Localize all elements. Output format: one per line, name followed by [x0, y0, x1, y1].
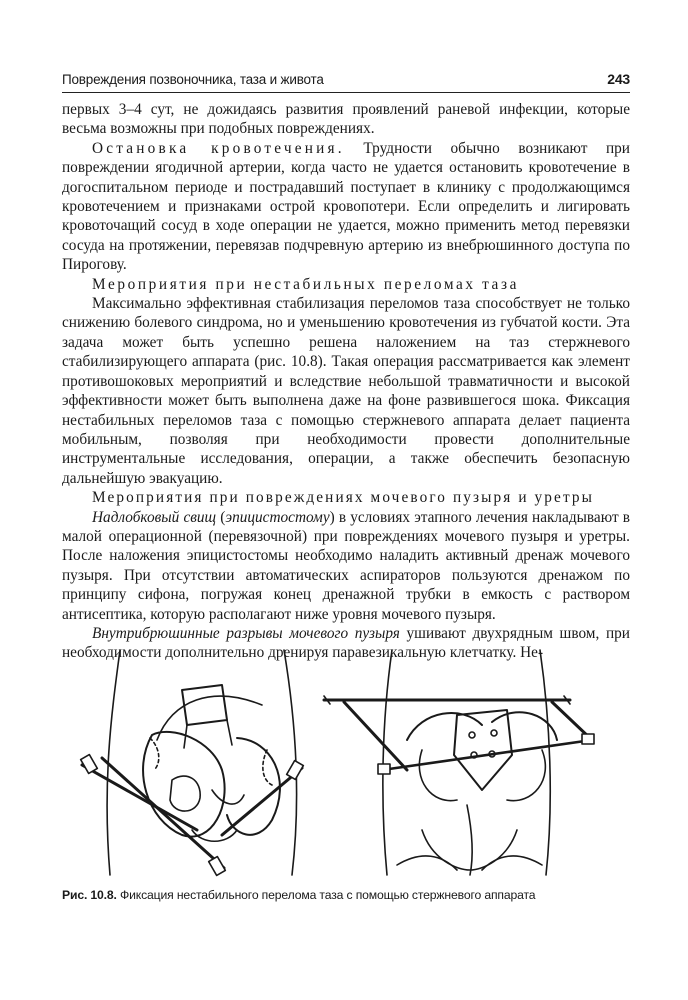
page-number: 243: [607, 71, 630, 87]
paragraph-epicystostomy: [62, 508, 630, 624]
paragraph-bleeding-text: Трудности обычно возникают при повреждении ягодичной артерии, когда часто не удается остановить кровотечение в догоспитальном периоде и пострадавший поступает в клинику с продолжающимся кровотечением и признаками острой кровопотери. Если определить и лигировать кровоточащий сосуд в ходе операции не удается, можно применить метод перевязки сосуда на протяжении, перевязав подчревную артерию из внебрюшинного доступа по Пирогову.: [62, 139, 630, 274]
paragraph-stabilization: Максимально эффективная стабилизация переломов таза способствует не только снижению болевого синдрома, но и уменьшению кровотечения из губчатой кости. Эта задача может быть успешно решена наложением на таз стержневого стабилизирующего аппарата (рис. 10.8). Такая операция рассматривается как элемент противошоковых мероприятий и вследствие небольшой травматичности и высокой эффективности может быть выполнена даже на фоне развившегося шока. Фиксация нестабильных переломов таза с помощью стержневого аппарата делает пациента мобильным, позволяя при необходимости провести дополнительные инструментальные исследования, операции, а также обеспечить безопасную дальнейшую эвакуацию.: [62, 295, 630, 487]
subheading-unstable-fractures: Мероприятия при нестабильных переломах таза: [92, 275, 519, 293]
term-intraperitoneal-rupture: Внутрибрюшинные разрывы мочевого пузыря: [92, 624, 400, 642]
caption-label: Рис. 10.8.: [62, 888, 117, 902]
anterior-view-drawing: [81, 650, 304, 875]
subheading-bladder-urethra: Мероприятия при повреждениях мочевого пузыря и уретры: [92, 489, 595, 507]
paragraph-bleeding-control: [62, 139, 630, 275]
figure-caption: [62, 888, 630, 902]
term-suprapubic-fistula: Надлобковый свищ: [92, 508, 217, 526]
figure-10-8: [62, 630, 630, 880]
pelvis-fixator-illustration: [62, 630, 630, 880]
running-head-title: Повреждения позвоночника, таза и живота: [62, 72, 324, 87]
paragraph-bladder-rupture-text: ушивают двухрядным швом, при необходимости дополнительно дренируя паравезикальную клетчатку. Не-: [62, 624, 630, 662]
run-in-heading-bleeding: Остановка кровотечения.: [92, 139, 345, 157]
paragraph-epicystostomy-text: ) в условиях этапного лечения накладывают в малой операционной (перевязочной) при повреждениях мочевого пузыря и уретры. После наложения эпицистостомы необходимо наладить активный дренаж мочевого пузыря. При отсутствии автоматических аспираторов пользуются дренажом по принципу сифона, погружая конец дренажной трубки в емкость с раствором антисептика, которую располагают ниже уровня мочевого пузыря.: [62, 508, 630, 623]
body-text: [62, 100, 630, 663]
paragraph-continuation: первых 3–4 сут, не дожидаясь развития проявлений раневой инфекции, которые весьма возможны при подобных повреждениях.: [62, 101, 630, 138]
caption-text: Фиксация нестабильного перелома таза с помощью стержневого аппарата: [116, 888, 536, 902]
posterior-view-drawing: [324, 650, 594, 875]
running-head: [62, 70, 630, 93]
paragraph-epicystostomy-paren: (: [216, 508, 226, 526]
term-epicystostomy: эпицистостому: [225, 508, 330, 526]
